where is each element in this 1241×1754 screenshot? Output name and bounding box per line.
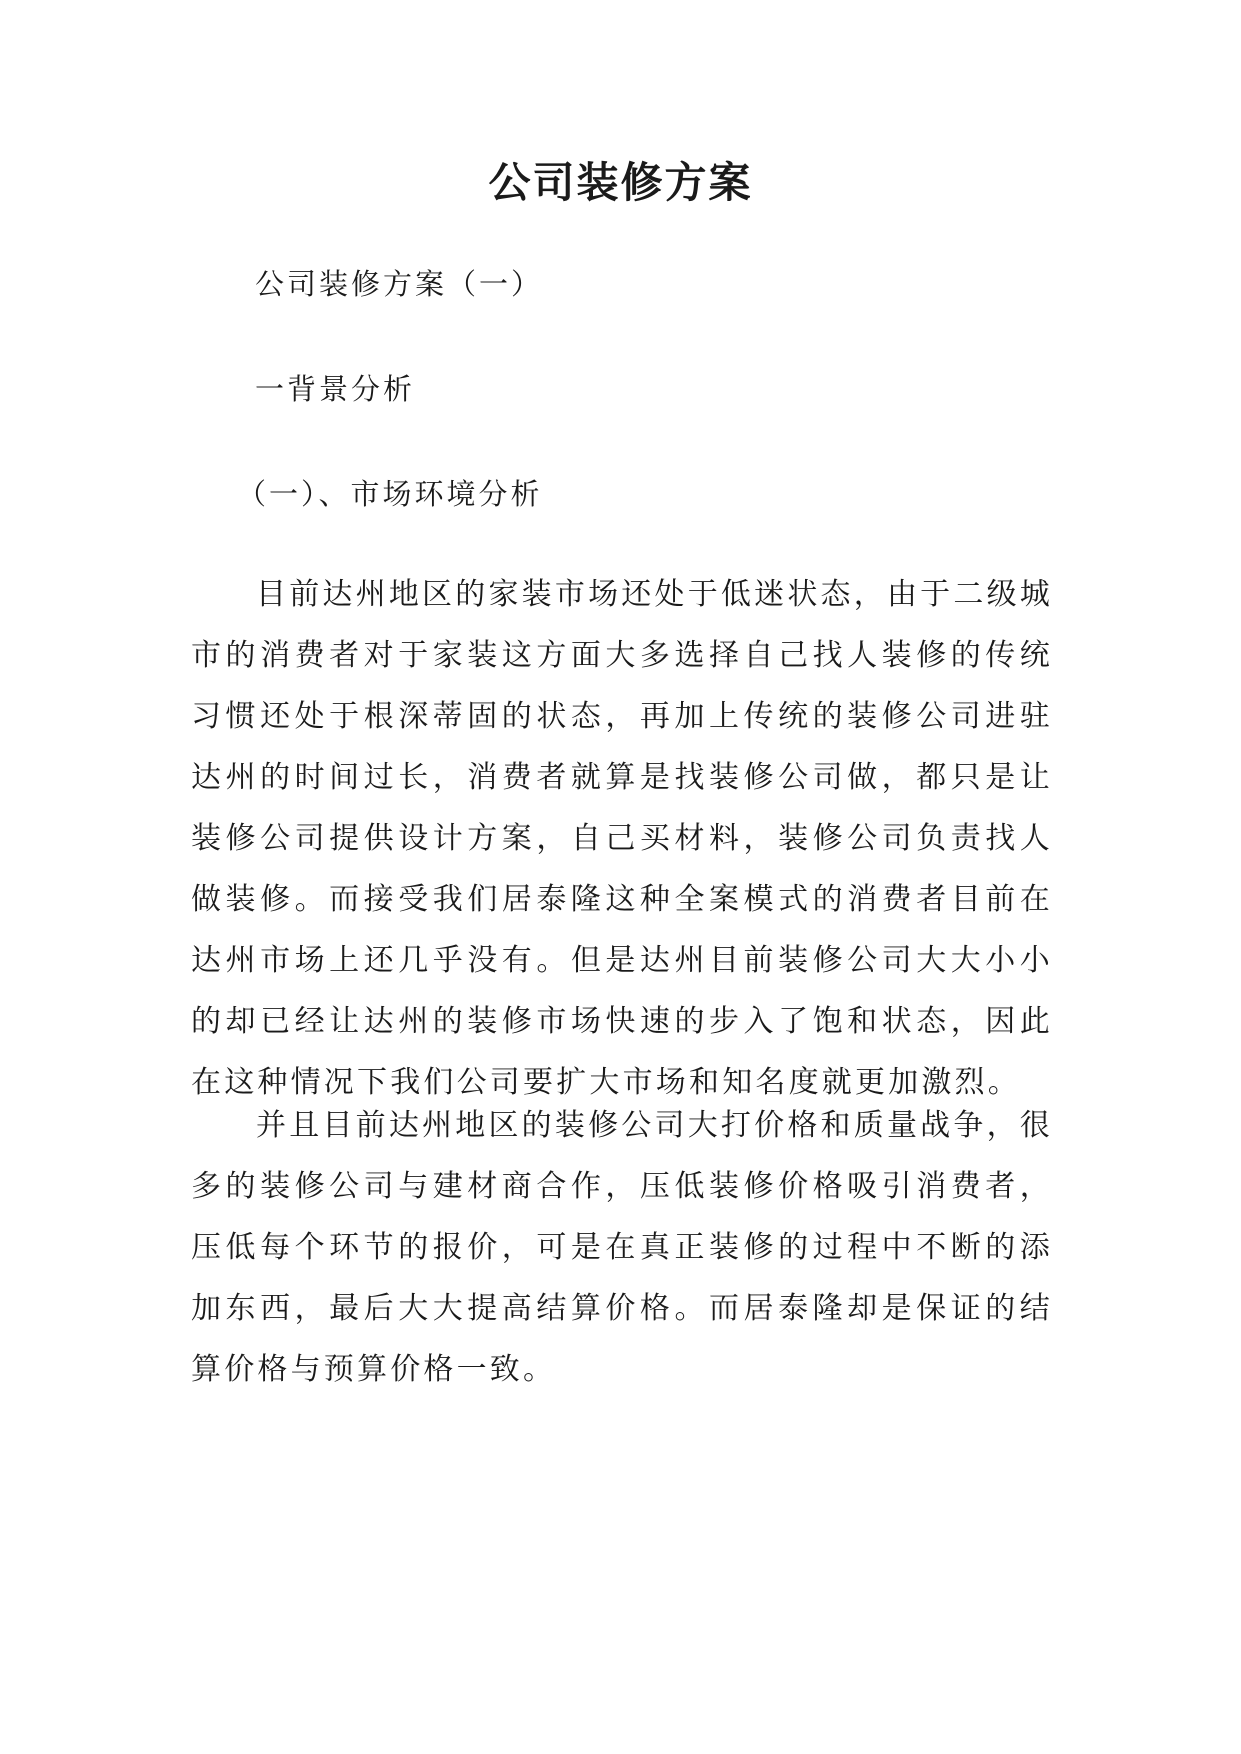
body-paragraph-2: 并且目前达州地区的装修公司大打价格和质量战争，很多的装修公司与建材商合作，压低装修价格吸引消费者，压低每个环节的报价，可是在真正装修的过程中不断的添加东西，最后大大提高结算价格。而居泰隆却是保证的结算价格与预算价格一致。 [191, 1108, 1053, 1387]
document-subtitle: 公司装修方案（一） [255, 267, 544, 301]
document-title: 公司装修方案 [488, 158, 753, 207]
body-paragraph-1: 目前达州地区的家装市场还处于低迷状态，由于二级城市的消费者对于家装这方面大多选择自己找人装修的传统习惯还处于根深蒂固的状态，再加上传统的装修公司进驻达州的时间过长，消费者就算是找装修公司做，都只是让装修公司提供设计方案，自己买材料，装修公司负责找人做装修。而接受我们居泰隆这种全案模式的消费者目前在达州市场上还几乎没有。但是达州目前装修公司大大小小的却已经让达州的装修市场快速的步入了饱和状态，因此在这种情况下我们公司要扩大市场和知名度就更加激烈。 [191, 577, 1053, 1100]
section-heading: 一背景分析 [255, 372, 416, 406]
subsection-heading: （一）、市场环境分析 [237, 477, 543, 511]
